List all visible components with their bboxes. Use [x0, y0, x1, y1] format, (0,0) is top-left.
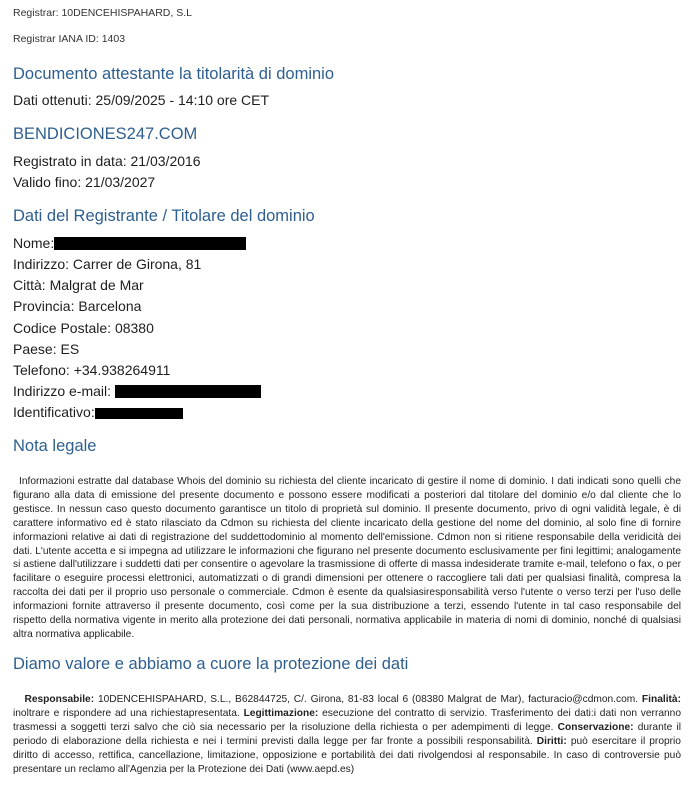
privacy-text-block [13, 693, 681, 776]
registrar-label: Registrar: [13, 7, 59, 19]
valid-value: 21/03/2027 [85, 174, 156, 190]
postal-line [13, 320, 154, 336]
responsabile-label: Responsabile: [24, 694, 95, 705]
finalita-text: inoltrare e rispondere ad una richiestapresentata. [13, 707, 240, 719]
email-line [13, 383, 261, 399]
address-line [13, 256, 201, 272]
registrar-name: 10DENCEHISPAHARD, S.L [61, 7, 192, 19]
privacy-title: Diamo valore e abbiamo a cuore la protezione dei dati [13, 655, 409, 673]
diritti-label: Diritti: [536, 735, 567, 747]
obtained-label: Dati ottenuti: [13, 92, 92, 108]
finalita-label: Finalità: [641, 694, 681, 705]
city-label: Città: [13, 277, 46, 293]
registered-value: 21/03/2016 [130, 153, 201, 169]
legittimazione-label: Legittimazione: [243, 707, 319, 719]
identifier-redaction [95, 408, 183, 419]
registered-label: Registrato in data: [13, 153, 127, 169]
address-value: Carrer de Girona, 81 [72, 256, 202, 272]
identifier-line [13, 404, 183, 420]
legittimazione-text: esecuzione del contratto di servizio. Trasferimento dei dati:i dati non verranno trasmessi a soggetti terzi salvo che ciò sia necessario per la risoluzione della richiesta o per adempimenti di legge. [13, 707, 681, 733]
country-label: Paese: [13, 341, 57, 357]
city-line [13, 277, 144, 293]
valid-line [13, 174, 155, 190]
city-value: Malgrat de Mar [49, 277, 144, 293]
registrar-iana-line [13, 33, 125, 45]
email-label: Indirizzo e-mail: [13, 383, 112, 399]
province-value: Barcelona [78, 298, 142, 314]
name-label: Nome: [13, 235, 55, 251]
postal-value: 08380 [114, 320, 154, 336]
domain-name: BENDICIONES247.COM [13, 125, 198, 143]
email-redaction [115, 385, 261, 398]
conservazione-text: durante il periodo di elaborazione della richiesta e nei i termini previsti dalla legge per far fronte a possibili responsabilità. [13, 721, 681, 747]
conservazione-label: Conservazione: [557, 721, 634, 733]
phone-label: Telefono: [13, 362, 70, 378]
phone-value: +34.938264911 [73, 362, 171, 378]
country-line [13, 341, 79, 357]
province-line [13, 298, 141, 314]
registrant-title: Dati del Registrante / Titolare del dominio [13, 207, 315, 225]
province-label: Provincia: [13, 298, 75, 314]
document-title: Documento attestante la titolarità di dominio [13, 65, 335, 83]
phone-line [13, 362, 170, 378]
iana-label: Registrar IANA ID: [13, 33, 99, 45]
identifier-label: Identificativo: [13, 404, 95, 420]
responsabile-text: 10DENCEHISPAHARD, S.L., B62844725, C/. Girona, 81-83 local 6 (08380 Malgrat de Mar), facturacio@cdmon.com. [97, 694, 639, 705]
country-value: ES [60, 341, 80, 357]
registered-line [13, 153, 201, 169]
legal-text-block [13, 475, 681, 642]
diritti-text: può esercitare il proprio diritto di accesso, rettifica, cancellazione, limitazione, opposizione e portabilità dei dati rivolgendosi al responsabile. In caso di controversie può presentare un reclamo all'Agenzia per la Protezione dei Dati (www.aepd.es) [13, 735, 681, 775]
address-label: Indirizzo: [13, 256, 70, 272]
name-redaction [54, 237, 246, 250]
legal-text: Informazioni estratte dal database Whois del dominio su richiesta del cliente incaricato di gestire il nome di dominio. I dati indicati sono quelli che figurano alla data di emissione del presente documento e possono essere modificati a posteriori dal titolare del dominio e/o dal cliente che lo gestisce. In nessun caso questo documento garantisce un titolo di proprietà sul dominio. Il presente documento, privo di ogni validità legale, è di carattere informativo ed è stato rilasciato da Cdmon su richiesta del cliente incaricato della gestione del nome del dominio, al solo fine di fornire informazioni relative ai dati di registrazione del suddettodominio al momento dell'emissione. Cdmon non si ritiene responsabile della veridicità dei dati. L'utente accetta e si impegna ad utilizzare le informazioni che figurano nel presente documento esclusivamente per fini legittimi; analogamente si astiene dall'utilizzare i suddetti dati per consentire o agevolare la trasmissione di offerte di massa indesiderate tramite e-mail, telefono o fax, o per facilitare o eseguire processi elettronici, automatizzati o di grandi dimensioni per ottenere o raccogliere tali dati per qualsiasi finalità, compresa la raccolta dei dati per il proprio uso personale o commerciale. Cdmon è esente da qualsiasiresponsabilità verso l'utente o verso terzi per l'uso delle informazioni fornite attraverso il presente documento, così come per la sua distribuzione a terzi, essendo l'utente in tal caso responsabile del rispetto della normativa vigente in merito alla protezione dei dati personali, normativa applicabile in materia di nomi di dominio, nonché di qualsiasi altra normativa applicabile. [13, 476, 681, 640]
valid-label: Valido fino: [13, 174, 82, 190]
iana-id: 1403 [101, 33, 126, 45]
legal-title: Nota legale [13, 437, 97, 455]
privacy-paragraph [13, 693, 681, 776]
obtained-value: 25/09/2025 - 14:10 ore CET [95, 92, 270, 108]
registrar-line [13, 7, 192, 19]
obtained-line [13, 92, 269, 108]
registrant-name-line [13, 235, 246, 251]
postal-label: Codice Postale: [13, 320, 112, 336]
